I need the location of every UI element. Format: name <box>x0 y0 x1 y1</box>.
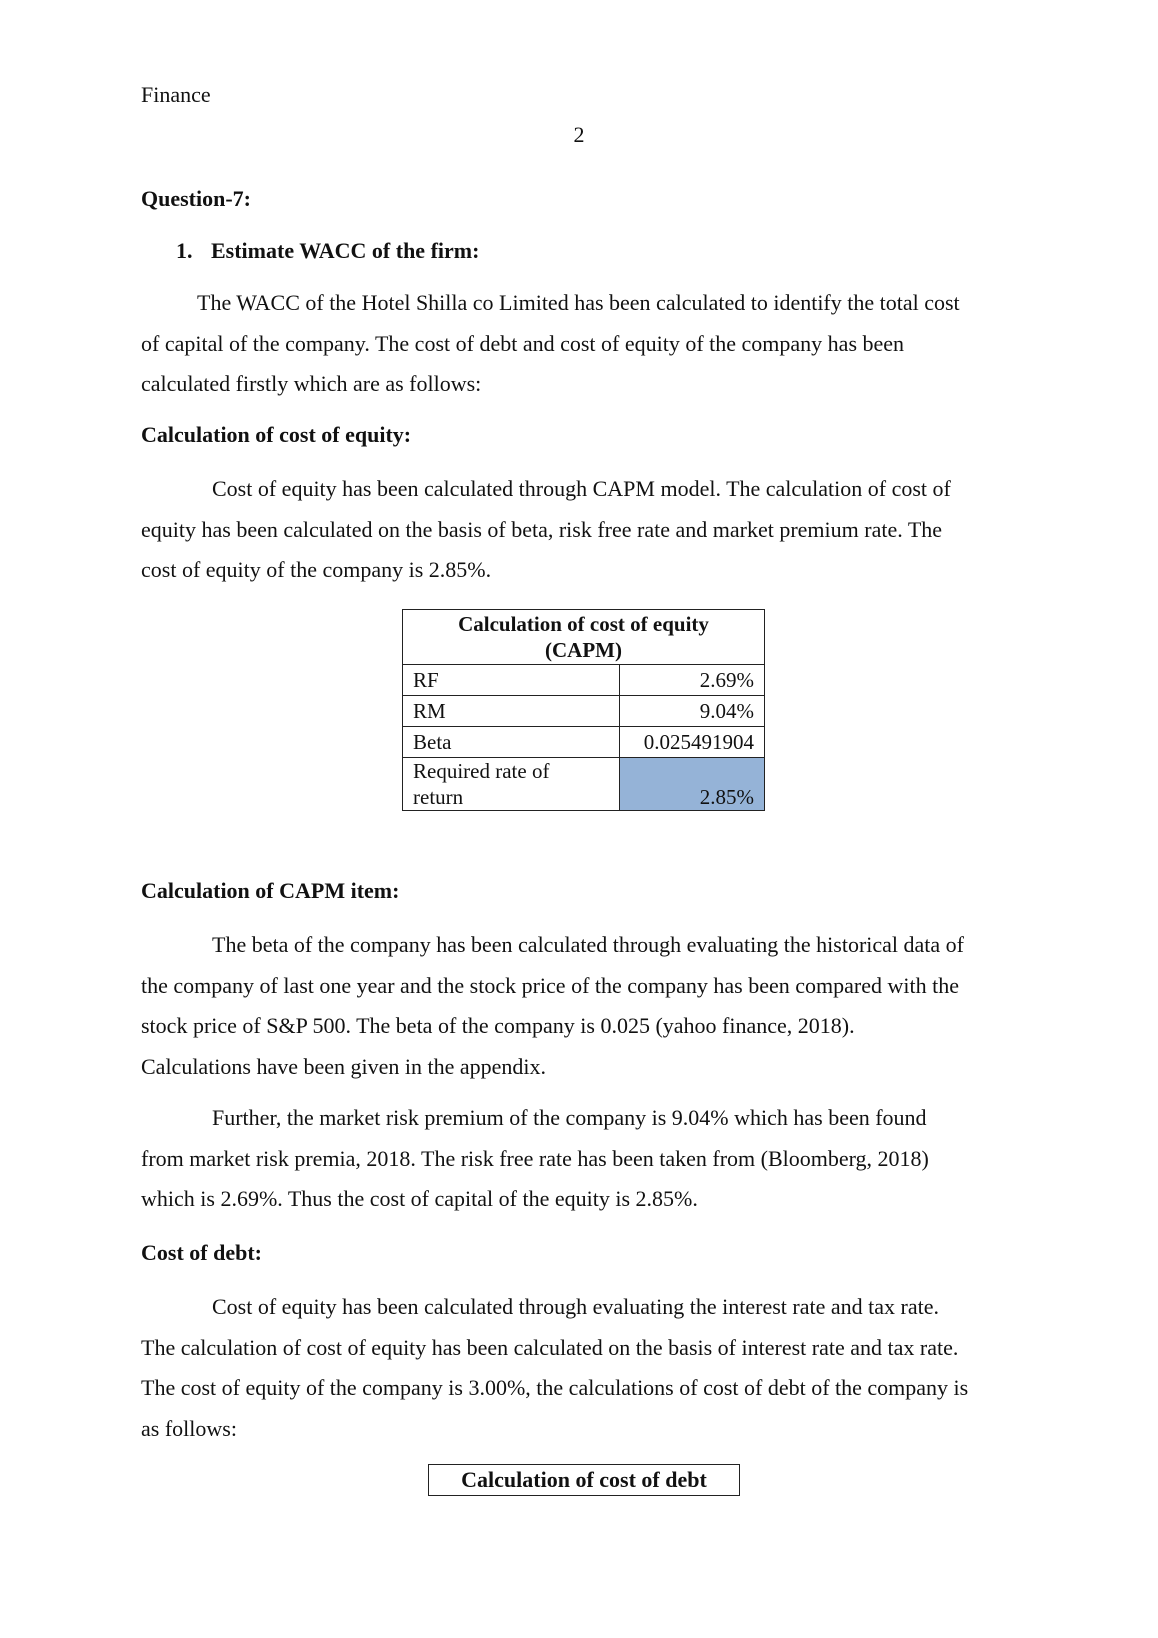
intro-paragraph <box>141 283 1021 405</box>
capm-item-heading: Calculation of CAPM item: <box>141 878 400 903</box>
capm-item-line-3: stock price of S&P 500. The beta of the company is 0.025 (yahoo finance, 2018). <box>141 1013 855 1038</box>
debt-table-title: Calculation of cost of debt <box>429 1465 740 1496</box>
debt-line-3: The cost of equity of the company is 3.00%, the calculations of cost of debt of the company is <box>141 1375 969 1400</box>
capm-item-paragraph-2 <box>141 1098 1021 1220</box>
debt-line-4: as follows: <box>141 1415 237 1441</box>
capm-row-value: 0.025491904 <box>620 727 765 758</box>
capm-item-paragraph-1 <box>141 925 1021 1087</box>
question-heading: Question-7: <box>141 186 251 211</box>
equity-section-heading: Calculation of cost of equity: <box>141 422 412 447</box>
table-row-result <box>403 758 765 811</box>
capm-table-title: Calculation of cost of equity (CAPM) <box>403 610 765 665</box>
capm-row-label: RF <box>403 665 620 696</box>
equity-paragraph <box>141 469 1021 591</box>
capm-item-p2-line-1: Further, the market risk premium of the company is 9.04% which has been found <box>212 1105 927 1130</box>
debt-line-2: The calculation of cost of equity has been calculated on the basis of interest rate and tax rate. <box>141 1334 959 1360</box>
debt-table <box>428 1464 740 1496</box>
capm-item-line-1: The beta of the company has been calculated through evaluating the historical data of <box>212 932 964 957</box>
page-number: 2 <box>573 122 585 147</box>
equity-line-2: equity has been calculated on the basis of beta, risk free rate and market premium rate. The <box>141 516 943 542</box>
capm-result-value: 2.85% <box>620 758 765 811</box>
running-header: Finance <box>141 82 211 107</box>
equity-line-1: Cost of equity has been calculated through CAPM model. The calculation of cost of <box>212 476 951 501</box>
table-row <box>403 727 765 758</box>
capm-item-line-2: the company of last one year and the stock price of the company has been compared with the <box>141 972 959 998</box>
capm-item-p2-line-2: from market risk premia, 2018. The risk free rate has been taken from (Bloomberg, 2018) <box>141 1145 929 1171</box>
capm-row-value: 9.04% <box>620 696 765 727</box>
table-row <box>403 696 765 727</box>
capm-item-p2-line-3: which is 2.69%. Thus the cost of capital of the equity is 2.85%. <box>141 1186 698 1211</box>
debt-line-1: Cost of equity has been calculated through evaluating the interest rate and tax rate. <box>212 1294 939 1319</box>
capm-table <box>402 609 765 811</box>
table-row <box>403 665 765 696</box>
debt-table-title-row <box>429 1465 740 1496</box>
debt-section-heading: Cost of debt: <box>141 1240 262 1265</box>
capm-item-line-4: Calculations have been given in the appendix. <box>141 1053 547 1079</box>
capm-row-value: 2.69% <box>620 665 765 696</box>
debt-paragraph <box>141 1287 1041 1449</box>
intro-line-1: The WACC of the Hotel Shilla co Limited has been calculated to identify the total cost <box>197 290 960 315</box>
intro-line-2: of capital of the company. The cost of debt and cost of equity of the company has been <box>141 330 905 356</box>
capm-row-label: Beta <box>403 727 620 758</box>
intro-line-3: calculated firstly which are as follows: <box>141 371 482 396</box>
list-item-number: 1. <box>176 238 193 263</box>
capm-result-label: Required rate of return <box>403 758 620 811</box>
list-item-heading: Estimate WACC of the firm: <box>211 238 480 263</box>
capm-row-label: RM <box>403 696 620 727</box>
capm-table-title-row <box>403 610 765 665</box>
equity-line-3: cost of equity of the company is 2.85%. <box>141 557 492 582</box>
